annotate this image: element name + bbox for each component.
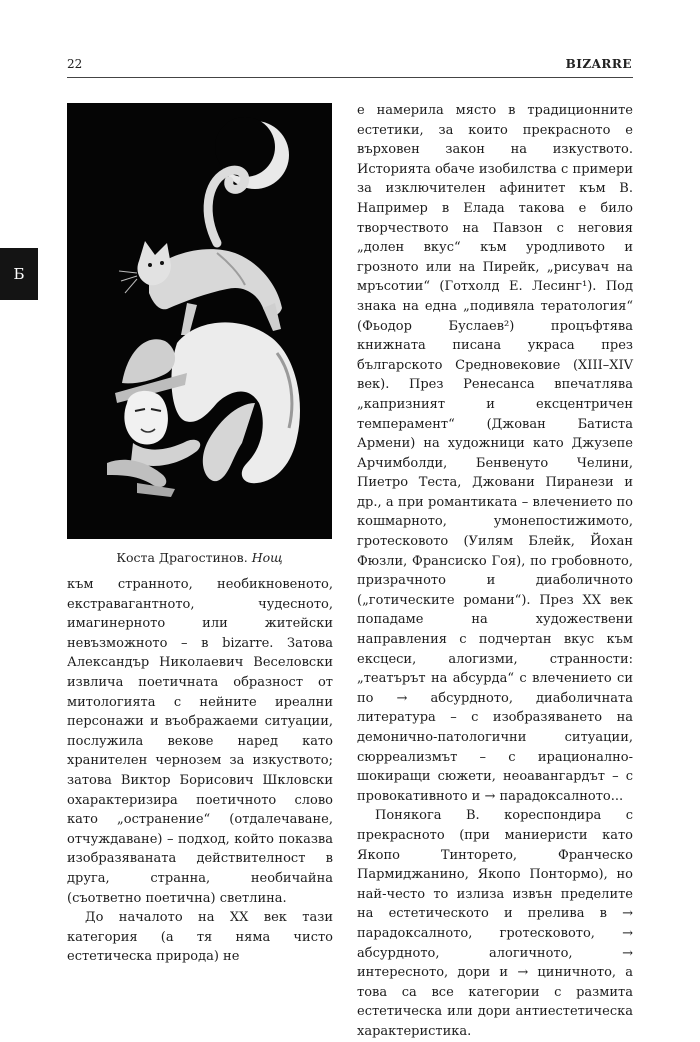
right-paragraph-2: Понякога B. кореспондира с прекрасното (при маниеристи като Якопо Тинторето, Франческо Пармиджанино, Якопо Понтормо), но най-често то излиза извън пределите на естетическото и прелива в → парадоксалното, гротесковото, → абсурдното, алогичното, → интересното, дори и → циничното, а това са все категории с размита естетическа или дори антиестетическа характеристика. — [357, 808, 633, 1039]
caption-author: Коста Драгостинов. — [116, 550, 248, 565]
left-text-column — [67, 575, 333, 967]
figure-caption — [67, 550, 332, 565]
section-letter: Б — [13, 265, 25, 283]
right-paragraph-1: е намерила място в традиционните естетики, за които прекрасното е върховен закон на изкуството. Историята обаче изобилства с примери за изключителен афинитет към B. Например в Елада такова е било творчеството на Павзон с неговия „долен вкус“ към уродливото и грозното или на Пирейк, „рисувач на мръсотии“ (Готхолд Е. Лесинг¹). Под знака на една „подивяла тератология“ (Фьодор Буслаев²) процъфтява книжната писана украса през българското Средновековие (XIII–XIV век). През Ренесанса впечатлява „капризният и ексцентричен темперамент“ (Джован Батиста Армени) на художници като Джузепе Арчимболди, Бенвенуто Челини, Пиетро Теста, Джовани Пиранези и др., а при романтиката – влечението по кошмарното, умонепостижимото, гротесковото (Уилям Блейк, Йохан Фюзли, Франсиско Гоя), по гробовното, призрачното и диаболичното („готическите романи“). През XX век попадаме на художествени направления с подчертан вкус към ексцеси, алогизми, странности: „театърът на абсурда“ с влечението си по → абсурдното, диаболичната литература – с изобразяването на демонично-патологични ситуации, сюрреализмът – с ирационално-шокиращи сюжети, неоавангардът – с провокативното и → парадоксалното... — [357, 103, 633, 804]
right-text-column — [357, 101, 633, 1042]
caption-title: Нощ — [251, 550, 283, 565]
left-paragraph-2: До началото на XX век тази категория (а тя няма чисто естетическа природа) не — [67, 910, 333, 965]
artwork-image — [67, 103, 332, 539]
running-title: BIZARRE — [565, 57, 632, 71]
artwork-illustration — [67, 103, 332, 539]
page-number: 22 — [67, 57, 83, 71]
header-divider — [67, 77, 633, 78]
left-paragraph-1: към странното, необикновеното, екстравагантното, чудесното, имагинерното или житейски невъзможното – в bizarre. Затова Александър Николаевич Веселовски извлича поетичната образност от митологията с нейните ирeални персонажи и въображаеми ситуации, послужила векове наред като хранителен чернозем за изкуството; затова Виктор Борисович Шкловски охарактеризира поетичното слово като „остранение“ (отдалечаване, отчуждаване) – подход, който показва изобразяваната действителност в друга, странна, необичайна (съответно поетична) светлина. — [67, 577, 333, 906]
section-letter-tab — [0, 248, 38, 300]
